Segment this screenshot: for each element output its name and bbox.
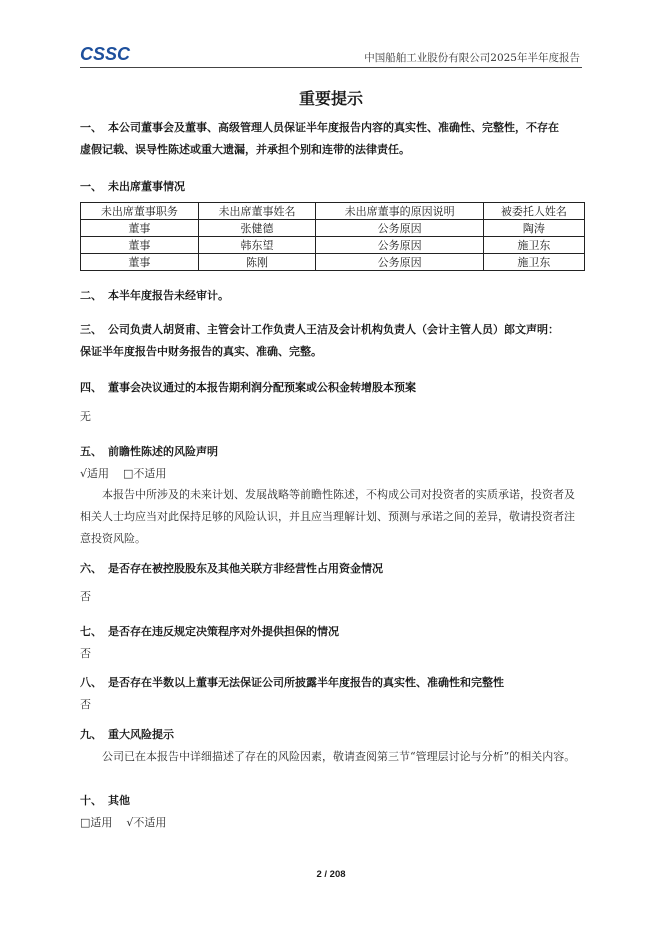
table-cell: 陈刚: [198, 254, 316, 271]
major-risk-body: 公司已在本报告中详细描述了存在的风险因素，敬请查阅第三节“管理层讨论与分析”的相关内容。: [102, 750, 576, 763]
not-applicable-checkbox: □不适用: [123, 467, 167, 480]
table-row: [81, 237, 585, 254]
table-cell: 董事: [81, 254, 199, 271]
table-cell: 董事: [81, 237, 199, 254]
table-row: [81, 254, 585, 271]
profit-distribution-body: 无: [80, 410, 91, 423]
table-cell: 施卫东: [483, 254, 584, 271]
fund-occupation-heading: 六、 是否存在被控股股东及其他关联方非经营性占用资金情况: [80, 562, 383, 575]
table-cell: 公务原因: [316, 237, 483, 254]
responsible-persons-section: 三、 公司负责人胡贤甫、主管会计工作负责人王洁及会计机构负责人（会计主管人员）郎文声明： 保证半年度报告中财务报告的真实、准确、完整。: [80, 323, 559, 358]
major-risk-heading: 九、 重大风险提示: [80, 728, 174, 741]
table-header-cell: 未出席董事职务: [81, 203, 199, 220]
guarantee-heading: 七、 是否存在违反规定决策程序对外提供担保的情况: [80, 625, 339, 638]
profit-distribution-heading: 四、 董事会决议通过的本报告期利润分配预案或公积金转增股本预案: [80, 381, 416, 394]
fund-occupation-body: 否: [80, 590, 91, 603]
absent-directors-table: [80, 202, 585, 271]
other-options: [80, 812, 584, 834]
svg-text:CSSC: CSSC: [80, 44, 131, 64]
absent-directors-heading: 一、 未出席董事情况: [80, 180, 185, 193]
table-cell: 董事: [81, 220, 199, 237]
table-cell: 张健德: [198, 220, 316, 237]
table-cell: 韩东望: [198, 237, 316, 254]
director-guarantee-body: 否: [80, 698, 91, 711]
table-cell: 公务原因: [316, 254, 483, 271]
unaudited-section: 二、 本半年度报告未经审计。: [80, 289, 229, 302]
forward-looking-options: [80, 463, 584, 485]
table-header-cell: 未出席董事的原因说明: [316, 203, 483, 220]
other-heading: 十、 其他: [80, 794, 130, 807]
table-cell: 陶涛: [483, 220, 584, 237]
page-number: 2 / 208: [316, 869, 346, 880]
header-title: 中国船舶工业股份有限公司2025年半年度报告: [364, 52, 580, 64]
applicable-checkbox: □适用: [80, 816, 113, 829]
statement-section: 一、 本公司董事会及董事、高级管理人员保证半年度报告内容的真实性、准确性、完整性，不存在 虚假记载、误导性陈述或重大遗漏，并承担个别和连带的法律责任。: [80, 121, 559, 156]
forward-looking-body: 本报告中所涉及的未来计划、发展战略等前瞻性陈述，不构成公司对投资者的实质承诺，投资者及相关人士均应当对此保持足够的风险认识，并且应当理解计划、预测与承诺之间的差异，敬请投资者注意投资风险。: [80, 488, 575, 545]
cssc-logo: [80, 44, 140, 64]
table-header-cell: 未出席董事姓名: [198, 203, 316, 220]
forward-looking-heading: 五、 前瞻性陈述的风险声明: [80, 445, 218, 458]
applicable-checkbox: √适用: [80, 467, 110, 480]
table-header-cell: 被委托人姓名: [483, 203, 584, 220]
header-divider: [80, 67, 582, 68]
table-cell: 施卫东: [483, 237, 584, 254]
page-title: 重要提示: [298, 89, 363, 108]
director-guarantee-heading: 八、 是否存在半数以上董事无法保证公司所披露半年度报告的真实性、准确性和完整性: [80, 676, 504, 689]
table-cell: 公务原因: [316, 220, 483, 237]
table-header-row: [81, 203, 585, 220]
table-row: [81, 220, 585, 237]
guarantee-body: 否: [80, 647, 91, 660]
not-applicable-checkbox: √不适用: [126, 816, 167, 829]
